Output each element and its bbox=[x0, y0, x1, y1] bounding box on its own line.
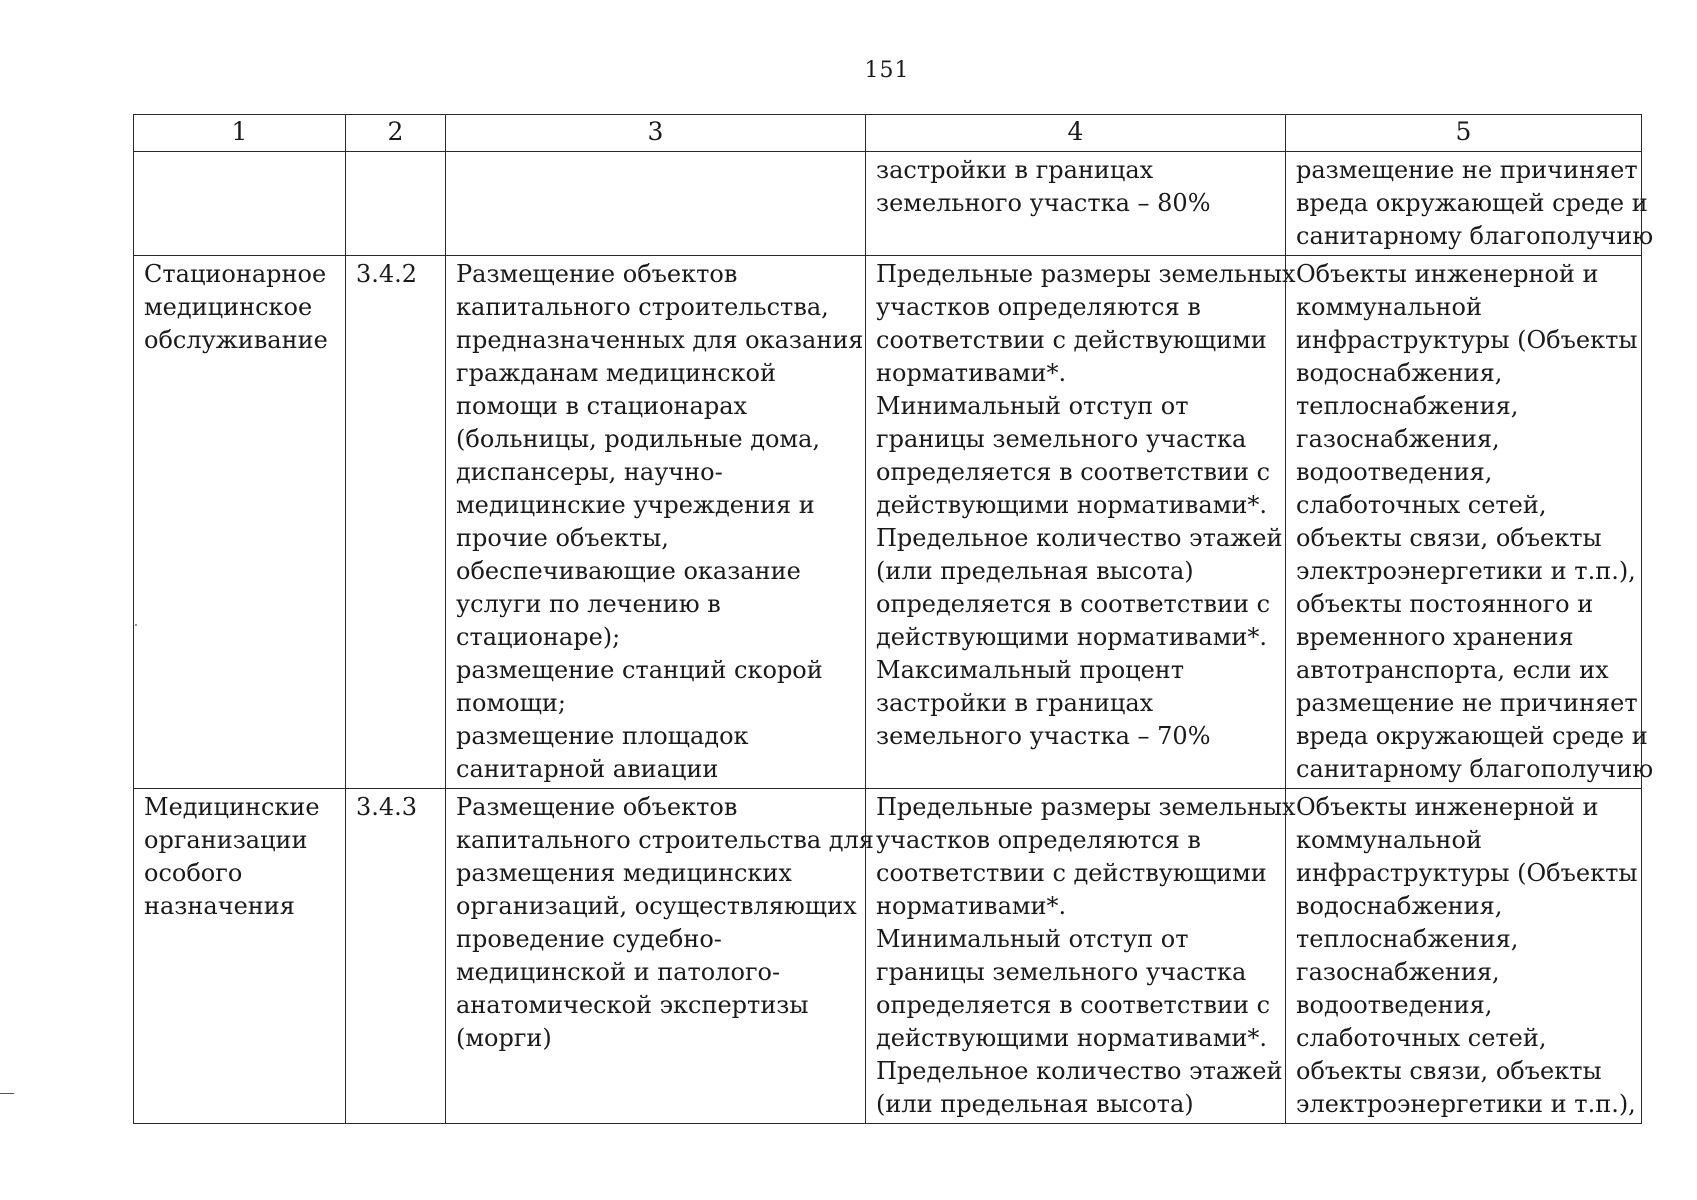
cell-text-line: Предельное количество этажей bbox=[876, 524, 1283, 552]
cell-text-line: Размещение объектов bbox=[456, 793, 738, 821]
cell-text-line: водоснабжения, bbox=[1296, 359, 1503, 387]
cell-text-line: медицинское bbox=[144, 293, 313, 321]
table-row bbox=[134, 256, 1642, 789]
cell-text-line: медицинской и патолого- bbox=[456, 958, 781, 986]
cell-text-line: вреда окружающей среде и bbox=[1296, 189, 1648, 217]
cell-text-line: капитального строительства, bbox=[456, 293, 829, 321]
cell-text-line: коммунальной bbox=[1296, 293, 1482, 321]
cell-text-line: (или предельная высота) bbox=[876, 557, 1194, 585]
cell-text-line: объекты связи, объекты bbox=[1296, 1057, 1602, 1085]
restrictions-cell bbox=[1286, 256, 1654, 789]
use-type-name-cell bbox=[134, 256, 346, 789]
cell-text-line: застройки в границах bbox=[876, 156, 1154, 184]
use-code-cell bbox=[346, 152, 446, 256]
cell-text-line: Медицинские bbox=[144, 793, 320, 821]
table-row bbox=[134, 789, 1642, 1124]
table-row bbox=[134, 152, 1642, 256]
cell-text-line: автотранспорта, если их bbox=[1296, 656, 1609, 684]
cell-text-line: обслуживание bbox=[144, 326, 328, 354]
cell-text-line: 3.4.2 bbox=[356, 260, 418, 288]
column-header-4: 4 bbox=[866, 115, 1286, 152]
cell-text-line: действующими нормативами*. bbox=[876, 1024, 1267, 1052]
use-code-cell bbox=[346, 789, 446, 1124]
cell-text-line: 3.4.3 bbox=[356, 793, 418, 821]
cell-text-line: помощи в стационарах bbox=[456, 392, 748, 420]
cell-text-line: помощи; bbox=[456, 689, 566, 717]
cell-text-line: водоснабжения, bbox=[1296, 892, 1503, 920]
page-number: 151 bbox=[864, 58, 910, 83]
cell-text-line: капитального строительства для bbox=[456, 826, 874, 854]
restrictions-cell bbox=[1286, 152, 1654, 256]
cell-text-line: определяется в соответствии с bbox=[876, 991, 1271, 1019]
cell-text-line: стационаре); bbox=[456, 623, 621, 651]
parameters-cell bbox=[866, 152, 1286, 256]
parameters-cell bbox=[866, 789, 1296, 1124]
cell-text-line: временного хранения bbox=[1296, 623, 1574, 651]
cell-text-line: особого bbox=[144, 859, 243, 887]
cell-text-line: теплоснабжения, bbox=[1296, 925, 1519, 953]
cell-text-line: границы земельного участка bbox=[876, 958, 1247, 986]
cell-text-line: слаботочных сетей, bbox=[1296, 1024, 1547, 1052]
use-description-cell bbox=[446, 256, 866, 789]
parameters-cell bbox=[866, 256, 1296, 789]
cell-text-line: размещение площадок bbox=[456, 722, 749, 750]
cell-text-line: Минимальный отступ от bbox=[876, 392, 1189, 420]
cell-text-line: услуги по лечению в bbox=[456, 590, 721, 618]
cell-text-line: застройки в границах bbox=[876, 689, 1154, 717]
cell-text-line: объекты постоянного и bbox=[1296, 590, 1594, 618]
cell-text-line: Объекты инженерной и bbox=[1296, 260, 1599, 288]
table-header-row bbox=[134, 115, 1642, 152]
cell-text-line: Размещение объектов bbox=[456, 260, 738, 288]
cell-text-line: предназначенных для оказания bbox=[456, 326, 864, 354]
cell-text-line: Максимальный процент bbox=[876, 656, 1185, 684]
cell-text-line: санитарному благополучию bbox=[1296, 755, 1654, 783]
cell-text-line: границы земельного участка bbox=[876, 425, 1247, 453]
margin-mark bbox=[0, 1093, 14, 1094]
cell-text-line: размещения медицинских bbox=[456, 859, 792, 887]
cell-text-line: размещение не причиняет bbox=[1296, 156, 1638, 184]
cell-text-line: (больницы, родильные дома, bbox=[456, 425, 821, 453]
cell-text-line: гражданам медицинской bbox=[456, 359, 776, 387]
cell-text-line: действующими нормативами*. bbox=[876, 491, 1267, 519]
cell-text-line: вреда окружающей среде и bbox=[1296, 722, 1648, 750]
cell-text-line: объекты связи, объекты bbox=[1296, 524, 1602, 552]
cell-text-line: теплоснабжения, bbox=[1296, 392, 1519, 420]
cell-text-line: участков определяются в bbox=[876, 826, 1201, 854]
use-description-cell bbox=[446, 789, 874, 1124]
use-code-cell bbox=[346, 256, 446, 789]
cell-text-line: прочие объекты, bbox=[456, 524, 669, 552]
use-description-cell bbox=[446, 152, 866, 256]
cell-text-line: организаций, осуществляющих bbox=[456, 892, 857, 920]
cell-text-line: анатомической экспертизы bbox=[456, 991, 809, 1019]
cell-text-line: санитарной авиации bbox=[456, 755, 719, 783]
cell-text-line: соответствии с действующими bbox=[876, 859, 1267, 887]
cell-text-line: водоотведения, bbox=[1296, 458, 1493, 486]
column-header-2: 2 bbox=[346, 115, 446, 152]
cell-text-line: размещение станций скорой bbox=[456, 656, 823, 684]
cell-text-line: определяется в соответствии с bbox=[876, 458, 1271, 486]
cell-text-line: соответствии с действующими bbox=[876, 326, 1267, 354]
cell-text-line: Объекты инженерной и bbox=[1296, 793, 1599, 821]
cell-text-line: обеспечивающие оказание bbox=[456, 557, 801, 585]
cell-text-line: диспансеры, научно- bbox=[456, 458, 723, 486]
cell-text-line: назначения bbox=[144, 892, 295, 920]
cell-text-line: определяется в соответствии с bbox=[876, 590, 1271, 618]
use-type-name-cell bbox=[134, 789, 346, 1124]
cell-text-line: Предельные размеры земельных bbox=[876, 260, 1296, 288]
cell-text-line: электроэнергетики и т.п.), bbox=[1296, 557, 1636, 585]
cell-text-line: размещение не причиняет bbox=[1296, 689, 1638, 717]
cell-text-line: коммунальной bbox=[1296, 826, 1482, 854]
cell-text-line: водоотведения, bbox=[1296, 991, 1493, 1019]
cell-text-line: Минимальный отступ от bbox=[876, 925, 1189, 953]
cell-text-line: (морги) bbox=[456, 1024, 552, 1052]
cell-text-line: Стационарное bbox=[144, 260, 327, 288]
cell-text-line: санитарному благополучию bbox=[1296, 222, 1654, 250]
column-header-1: 1 bbox=[134, 115, 346, 152]
cell-text-line: земельного участка – 80% bbox=[876, 189, 1211, 217]
cell-text-line: нормативами*. bbox=[876, 892, 1067, 920]
scan-speck bbox=[135, 624, 137, 626]
cell-text-line: инфраструктуры (Объекты bbox=[1296, 859, 1638, 887]
cell-text-line: участков определяются в bbox=[876, 293, 1201, 321]
cell-text-line: Предельные размеры земельных bbox=[876, 793, 1296, 821]
cell-text-line: (или предельная высота) bbox=[876, 1090, 1194, 1118]
cell-text-line: газоснабжения, bbox=[1296, 958, 1500, 986]
cell-text-line: проведение судебно- bbox=[456, 925, 722, 953]
use-type-name-cell bbox=[134, 152, 346, 256]
cell-text-line: медицинские учреждения и bbox=[456, 491, 815, 519]
restrictions-cell bbox=[1286, 789, 1642, 1124]
cell-text-line: организации bbox=[144, 826, 308, 854]
column-header-3: 3 bbox=[446, 115, 866, 152]
cell-text-line: нормативами*. bbox=[876, 359, 1067, 387]
cell-text-line: электроэнергетики и т.п.), bbox=[1296, 1090, 1636, 1118]
cell-text-line: инфраструктуры (Объекты bbox=[1296, 326, 1638, 354]
land-use-table bbox=[133, 114, 1654, 1124]
cell-text-line: действующими нормативами*. bbox=[876, 623, 1267, 651]
cell-text-line: слаботочных сетей, bbox=[1296, 491, 1547, 519]
column-header-5: 5 bbox=[1286, 115, 1642, 152]
cell-text-line: земельного участка – 70% bbox=[876, 722, 1211, 750]
cell-text-line: Предельное количество этажей bbox=[876, 1057, 1283, 1085]
cell-text-line: газоснабжения, bbox=[1296, 425, 1500, 453]
